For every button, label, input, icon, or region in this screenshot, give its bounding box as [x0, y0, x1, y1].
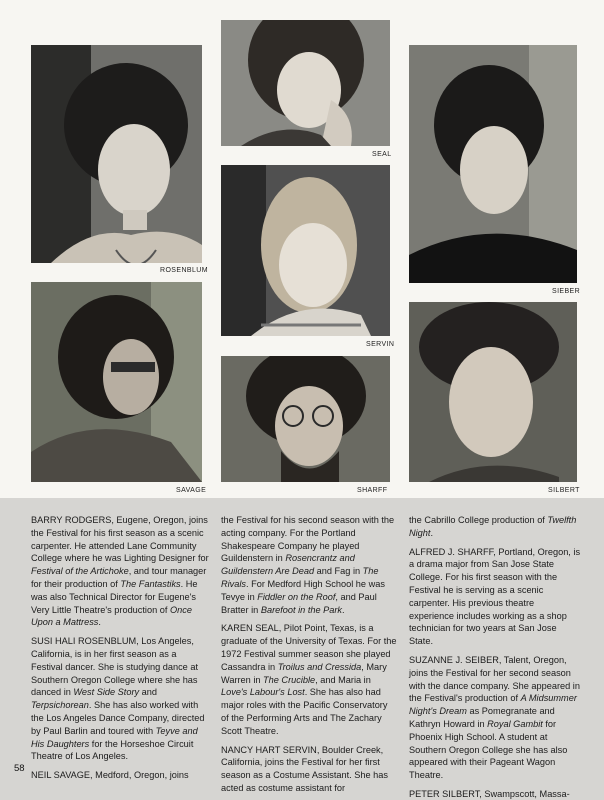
photo-silbert [409, 302, 577, 482]
caption-silbert: SILBERT [548, 487, 580, 494]
caption-savage: SAVAGE [176, 487, 207, 494]
bio-seal: KAREN SEAL, Pilot Point, Texas, is a graduate of the University of Texas. For the 1972 Festival summer season she played Cassandra in Troilus and Cressida, Mary Warren in The Crucible, and Maria in Love's Labour's Lost. She has also had major roles with the Pacific Conservatory of the Performing Arts and The Zachary Scott Theatre. [221, 623, 397, 736]
photo-sharff [221, 356, 390, 482]
photo-rosenblum [31, 45, 202, 263]
photo-savage [31, 282, 202, 482]
page-number: 58 [14, 763, 25, 774]
bio-seiber: SUZANNE J. SEIBER, Talent, Oregon, joins the Festival for her second season with the dance company. She appeared in the Festival's production of A Midsummer Night's Dream as Pomegranate and Kathryn Howard in Royal Gambit for Phoenix High School. A student at Southern Oregon College she has also appeared with their Pageant Wagon Theatre. [409, 654, 580, 781]
caption-sieber: SIEBER [552, 288, 581, 295]
column-3 [409, 514, 581, 800]
bio-rodgers: BARRY RODGERS, Eugene, Oregon, joins the Festival for his first season as a scenic carpenter. He attended Lane Community College where he was Lighting Designer for Festival of the Artichoke, and tour manager for their production of The Fantastiks. He was also Technical Director for Eugene's Very Little Theatre's production of Once Upon a Mattress. [31, 515, 209, 628]
bio-servin-start: NANCY HART SERVIN, Boulder Creek, California, joins the Festival for her first season as a Costume Assistant. She has acted as costume assistant for [221, 744, 388, 793]
bio-savage-cont: the Festival for his second season with the acting company. For the Portland Shakespeare Company he played Guildenstern in Rosencrantz and Guildenstern Are Dead and Fag in The Rivals. For Medford High School he was Tevye in Fiddler on the Roof, and Paul Bratter in Barefoot in the Park. [221, 515, 395, 615]
bio-rosenblum: SUSI HALI ROSENBLUM, Los Angeles, California, is in her first season as a Festival dancer. She is studying dance at Southern Oregon College where she has danced in West Side Story and Terpsichorean. She has also worked with the Los Angeles Dance Company, directed by Paul Barlin and toured with Teyve and His Daughters for the Horseshoe Circuit Theatre of Los Angeles. [31, 636, 205, 762]
photo-servin [221, 165, 390, 336]
caption-seal: SEAL [372, 151, 392, 158]
caption-sharff: SHARFF [357, 487, 388, 494]
bio-savage-start: NEIL SAVAGE, Medford, Oregon, joins [31, 770, 189, 781]
column-2 [221, 514, 397, 800]
bio-servin-cont: the Cabrillo College production of Twelfth Night. [409, 515, 577, 538]
photo-seal [221, 20, 390, 146]
caption-rosenblum: ROSENBLUM [160, 267, 208, 274]
caption-servin: SERVIN [366, 341, 395, 348]
photo-sieber [409, 45, 577, 283]
column-1 [31, 514, 209, 788]
bio-sharff: ALFRED J. SHARFF, Portland, Oregon, is a drama major from San Jose State College. For his first season with the Festival he is serving as a scenic carpenter. His previous theatre experience includes working as a shop technician for two years at San Jose State. [409, 546, 581, 647]
bio-silbert-start: PETER SILBERT, Swampscott, Massa- [409, 788, 570, 799]
